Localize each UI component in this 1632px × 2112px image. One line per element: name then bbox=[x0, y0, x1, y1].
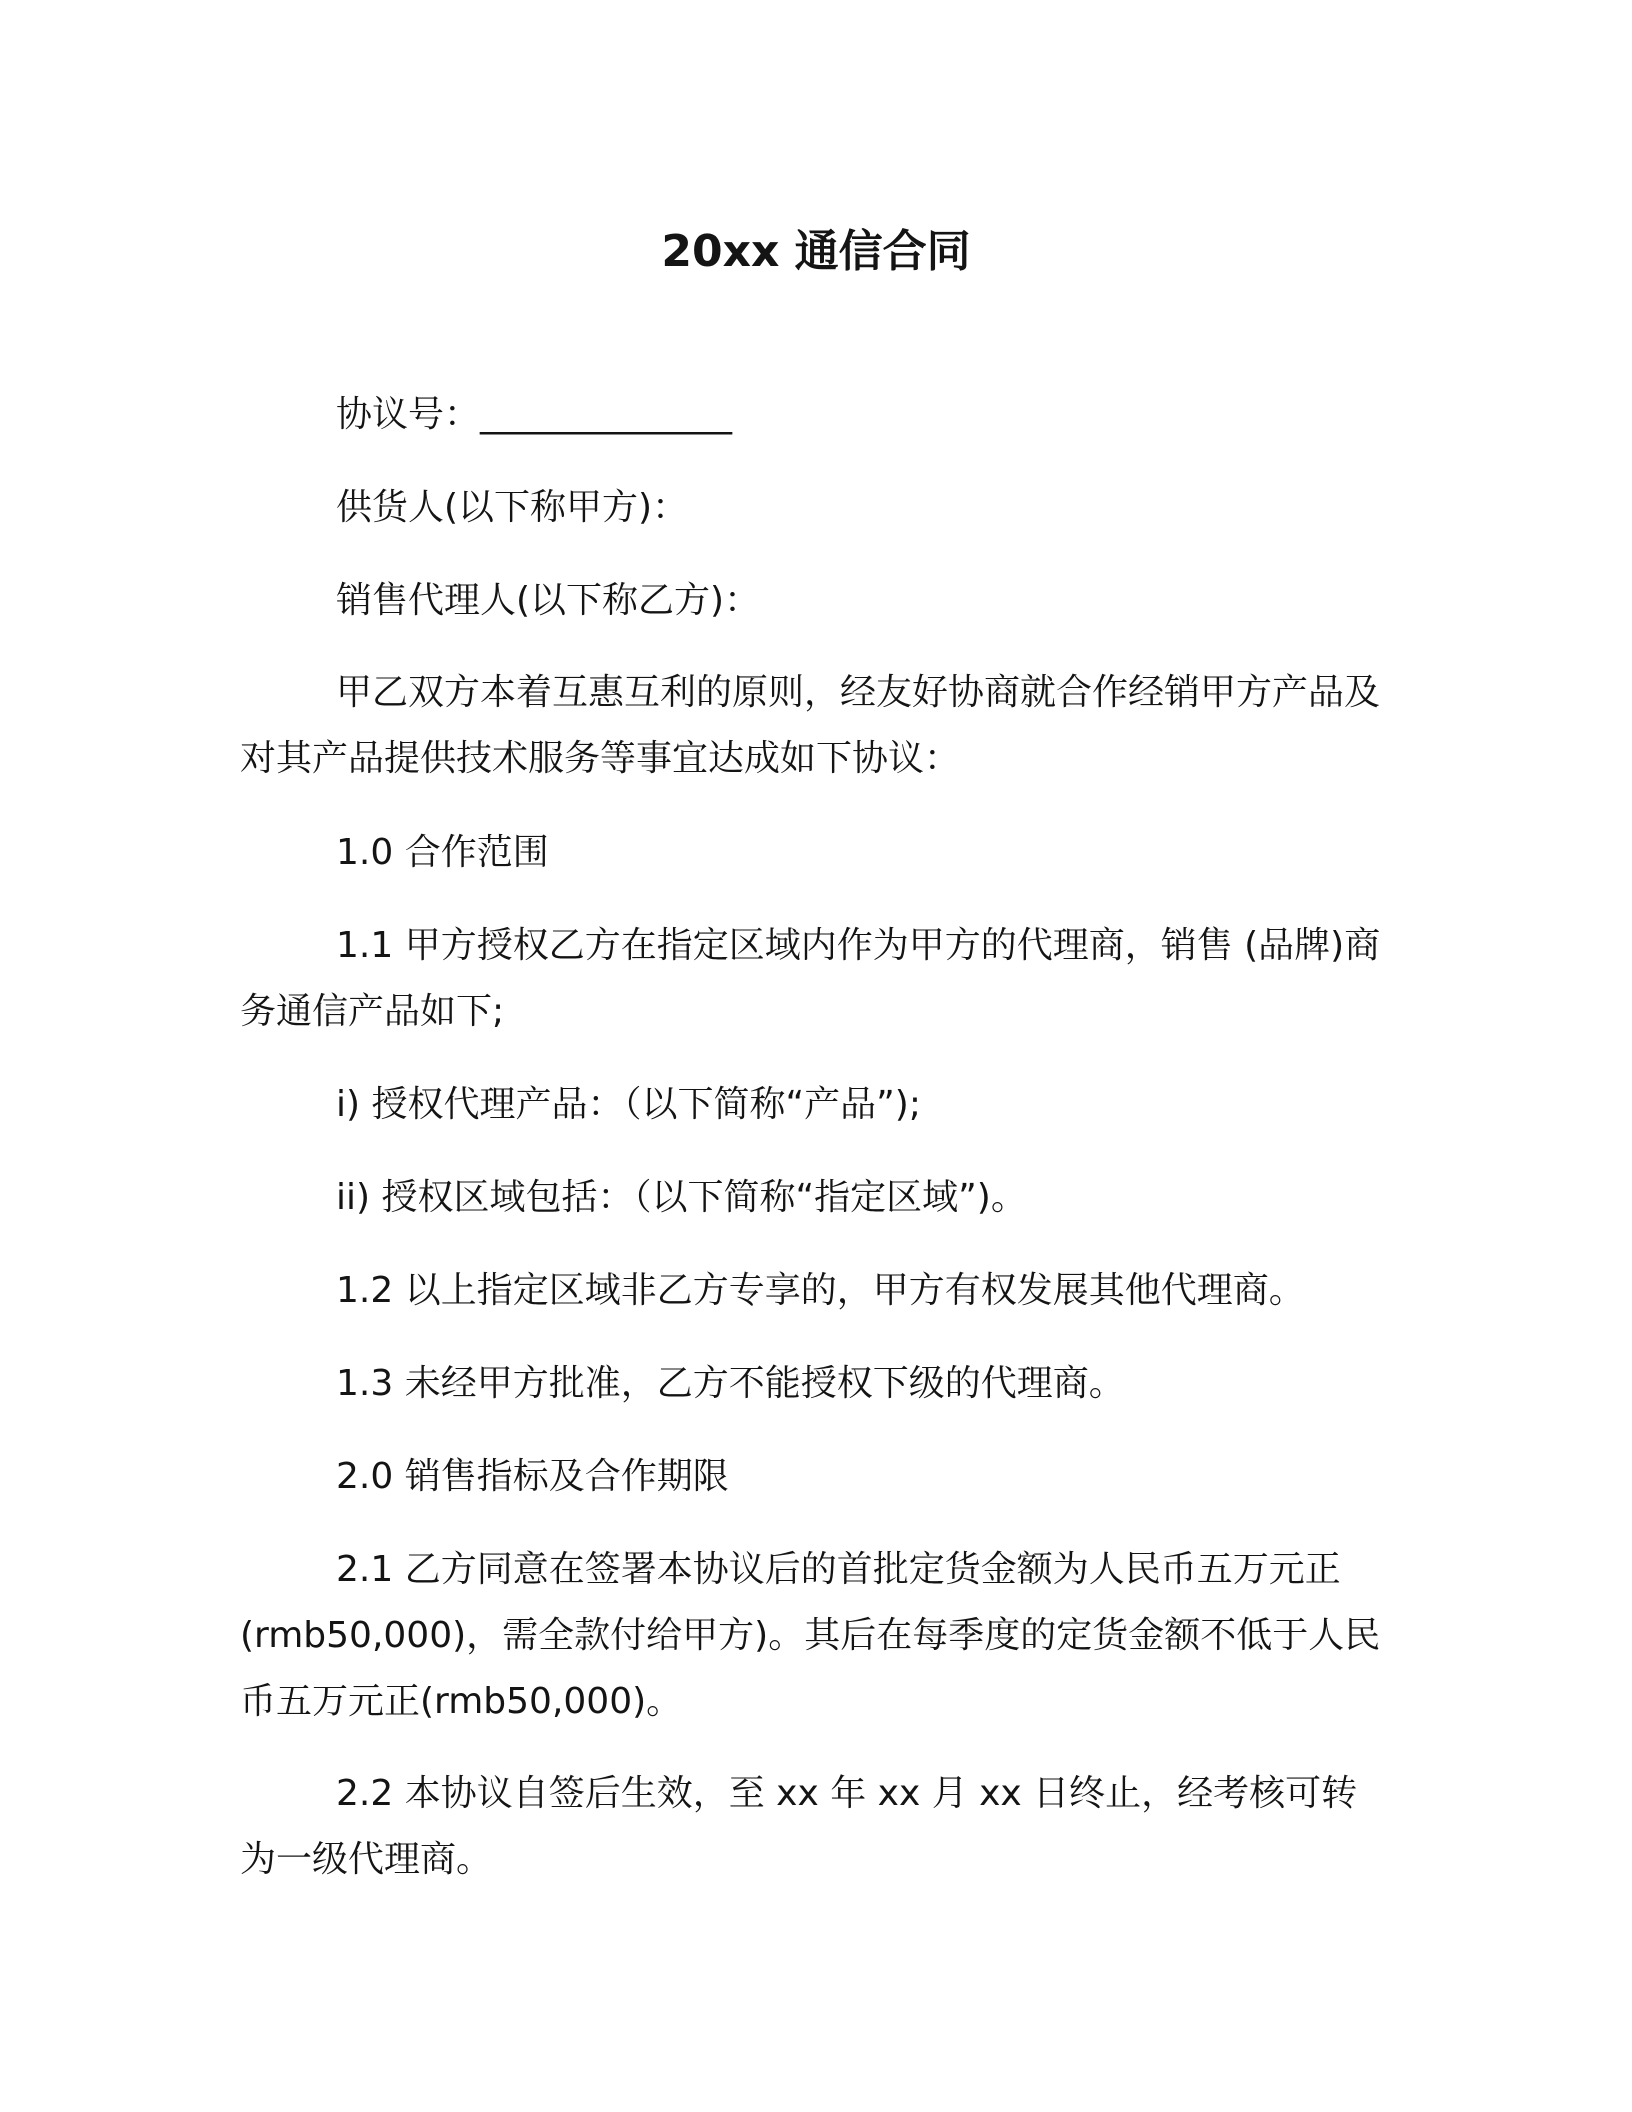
clause-1-3: 1.3 未经甲方批准，乙方不能授权下级的代理商。 bbox=[336, 1363, 1125, 1404]
supplier-line: 供货人(以下称甲方)： bbox=[336, 487, 689, 528]
section-2-0-heading: 2.0 销售指标及合作期限 bbox=[336, 1456, 729, 1497]
clause-1-1: 1.1 甲方授权乙方在指定区域内作为甲方的代理商，销售 (品牌)商务通信产品如下; bbox=[240, 925, 1381, 1032]
clause-1-2: 1.2 以上指定区域非乙方专享的，甲方有权发展其他代理商。 bbox=[336, 1270, 1305, 1311]
clause-2-1: 2.1 乙方同意在签署本协议后的首批定货金额为人民币五万元正(rmb50,000)，需全款付给甲方)。其后在每季度的定货金额不低于人民币五万元正(rmb50,000)。 bbox=[240, 1549, 1381, 1722]
clause-2-2: 2.2 本协议自签后生效，至 xx 年 xx 月 xx 日终止，经考核可转为一级代理商。 bbox=[240, 1773, 1358, 1880]
document-title: 20xx 通信合同 bbox=[661, 226, 971, 277]
agreement-number-line: 协议号：______________ bbox=[336, 394, 733, 435]
section-1-0-heading: 1.0 合作范围 bbox=[336, 832, 549, 873]
clause-1-1-ii: ii) 授权区域包括：（以下简称“指定区域”)。 bbox=[336, 1177, 1027, 1218]
preamble-paragraph: 甲乙双方本着互惠互利的原则，经友好协商就合作经销甲方产品及对其产品提供技术服务等事宜达成如下协议： bbox=[240, 672, 1381, 779]
sales-agent-line: 销售代理人(以下称乙方)： bbox=[336, 580, 761, 621]
clause-1-1-i: i) 授权代理产品：（以下简称“产品”); bbox=[336, 1084, 921, 1125]
